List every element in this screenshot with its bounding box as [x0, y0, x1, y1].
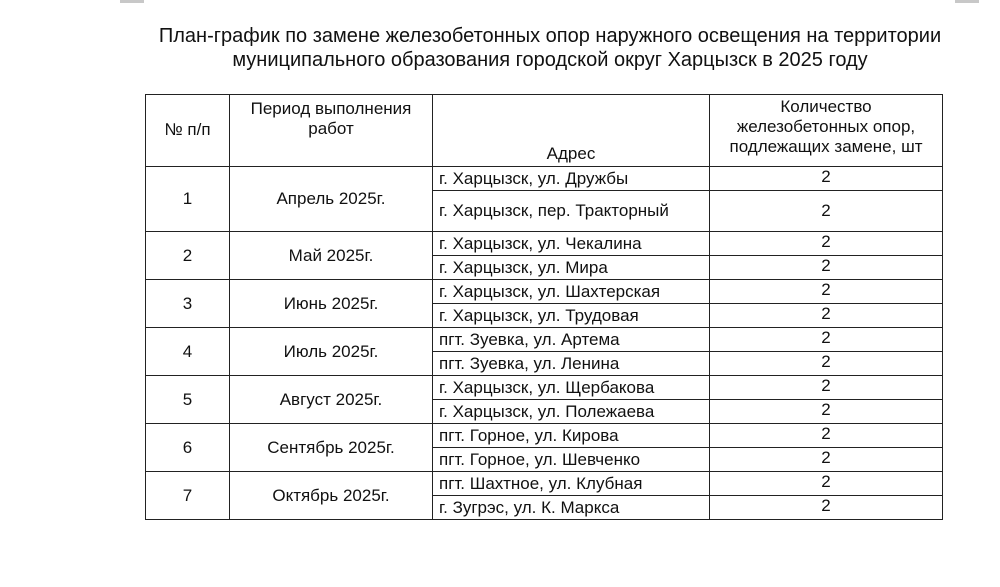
header-quantity: Количество железобетонных опор, подлежащих замене, шт	[710, 95, 943, 167]
header-address: Адрес	[433, 95, 710, 167]
address-cell: пгт. Горное, ул. Шевченко	[433, 448, 710, 472]
address-cell: г. Харцызск, ул. Шахтерская	[433, 280, 710, 304]
quantity-cell: 2	[710, 232, 943, 256]
top-edge-mark	[955, 0, 979, 3]
document-title	[100, 24, 1000, 72]
row-number-cell: 3	[146, 280, 230, 328]
table-body	[146, 167, 943, 520]
address-cell: г. Харцызск, пер. Тракторный	[433, 191, 710, 232]
title-line-2: муниципального образования городской округ Харцызск в 2025 году	[232, 49, 868, 71]
table-row	[146, 232, 943, 256]
table-row	[146, 424, 943, 448]
row-number-cell: 1	[146, 167, 230, 232]
table-row	[146, 376, 943, 400]
period-cell: Сентябрь 2025г.	[230, 424, 433, 472]
table-row	[146, 167, 943, 191]
top-edge-mark	[120, 0, 144, 3]
period-cell: Октябрь 2025г.	[230, 472, 433, 520]
period-cell: Июнь 2025г.	[230, 280, 433, 328]
row-number-cell: 7	[146, 472, 230, 520]
table-header-row	[146, 95, 943, 167]
address-cell: г. Зугрэс, ул. К. Маркса	[433, 496, 710, 520]
quantity-cell: 2	[710, 400, 943, 424]
address-cell: пгт. Шахтное, ул. Клубная	[433, 472, 710, 496]
address-cell: г. Харцызск, ул. Чекалина	[433, 232, 710, 256]
quantity-cell: 2	[710, 280, 943, 304]
address-cell: г. Харцызск, ул. Трудовая	[433, 304, 710, 328]
quantity-cell: 2	[710, 328, 943, 352]
address-cell: пгт. Зуевка, ул. Ленина	[433, 352, 710, 376]
quantity-cell: 2	[710, 376, 943, 400]
address-cell: пгт. Зуевка, ул. Артема	[433, 328, 710, 352]
table-row	[146, 472, 943, 496]
quantity-cell: 2	[710, 256, 943, 280]
quantity-cell: 2	[710, 448, 943, 472]
header-period: Период выполнения работ	[230, 95, 433, 167]
quantity-cell: 2	[710, 424, 943, 448]
table-row	[146, 280, 943, 304]
quantity-cell: 2	[710, 167, 943, 191]
quantity-cell: 2	[710, 352, 943, 376]
address-cell: г. Харцызск, ул. Мира	[433, 256, 710, 280]
row-number-cell: 6	[146, 424, 230, 472]
quantity-cell: 2	[710, 472, 943, 496]
period-cell: Май 2025г.	[230, 232, 433, 280]
quantity-cell: 2	[710, 304, 943, 328]
title-line-1: План-график по замене железобетонных опор наружного освещения на территории	[158, 25, 942, 47]
row-number-cell: 5	[146, 376, 230, 424]
period-cell: Июль 2025г.	[230, 328, 433, 376]
table-row	[146, 328, 943, 352]
row-number-cell: 4	[146, 328, 230, 376]
quantity-cell: 2	[710, 191, 943, 232]
row-number-cell: 2	[146, 232, 230, 280]
header-num: № п/п	[146, 95, 230, 167]
address-cell: г. Харцызск, ул. Полежаева	[433, 400, 710, 424]
schedule-table	[145, 94, 943, 520]
quantity-cell: 2	[710, 496, 943, 520]
address-cell: г. Харцызск, ул. Дружбы	[433, 167, 710, 191]
period-cell: Август 2025г.	[230, 376, 433, 424]
address-cell: г. Харцызск, ул. Щербакова	[433, 376, 710, 400]
period-cell: Апрель 2025г.	[230, 167, 433, 232]
address-cell: пгт. Горное, ул. Кирова	[433, 424, 710, 448]
